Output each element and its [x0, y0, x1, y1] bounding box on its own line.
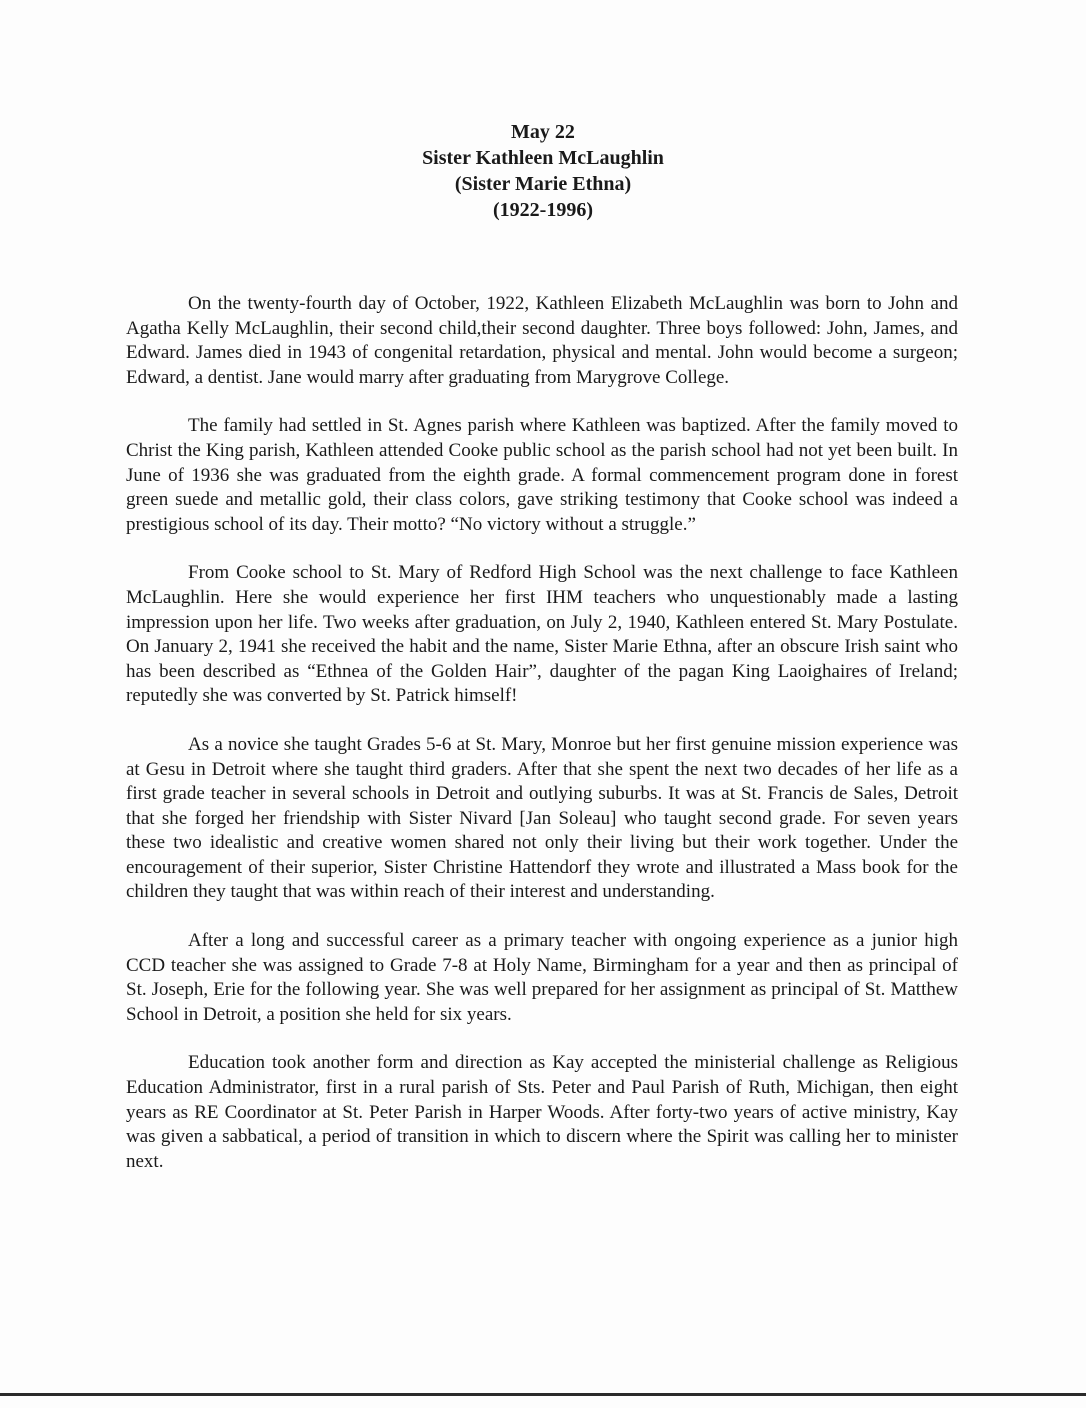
memorial-date: May 22 [511, 121, 575, 143]
sister-name: Sister Kathleen McLaughlin [422, 147, 664, 169]
religious-name: (Sister Marie Ethna) [454, 173, 632, 195]
paragraph-principal: After a long and successful career as a primary teacher with ongoing experience as a junior high CCD teacher she was assigned to Grade 7-8 at Holy Name, Birmingham for a year and then as principal of St. Joseph, Erie for the following year. She was well prepared for her assignment as principal of St. Matthew School in Detroit, a position she held for six years. [126, 930, 958, 1025]
paragraph-religious-education: Education took another form and direction as Kay accepted the ministerial challenge as Religious Education Administrator, first in a rural parish of Sts. Peter and Paul Parish of Ruth, Michigan, then eight years as RE Coordinator at St. Peter Parish in Harper Woods. After forty-two years of active ministry, Kay was given a sabbatical, a period of transition in which to discern where the Spirit was calling her to minister next. [126, 1052, 958, 1172]
document-body [126, 292, 958, 1198]
paragraph-birth: On the twenty-fourth day of October, 1922, Kathleen Elizabeth McLaughlin was born to John and Agatha Kelly McLaughlin, their second child,their second daughter. Three boys followed: John, James, and Edward. James died in 1943 of congenital retardation, physical and mental. John would become a surgeon; Edward, a dentist. Jane would marry after graduating from Marygrove College. [126, 293, 958, 388]
document-heading [0, 119, 1086, 223]
paragraph-childhood: The family had settled in St. Agnes parish where Kathleen was baptized. After the family moved to Christ the King parish, Kathleen attended Cooke public school as the parish school had not yet been built. In June of 1936 she was graduated from the eighth grade. A formal commencement program done in forest green suede and metallic gold, their class colors, gave striking testimony that Cooke school was indeed a prestigious school of its day. Their motto? “No victory without a struggle.” [126, 415, 958, 535]
scan-bottom-edge [0, 1393, 1086, 1396]
paragraph-early-ministry: As a novice she taught Grades 5-6 at St. Mary, Monroe but her first genuine mission experience was at Gesu in Detroit where she taught third graders. After that she spent the next two decades of her life as a first grade teacher in several schools in Detroit and outlying suburbs. It was at St. Francis de Sales, Detroit that she forged her friendship with Sister Nivard [Jan Soleau] who taught second grade. For seven years these two idealistic and creative women shared not only their living but their work together. Under the encouragement of their superior, Sister Christine Hattendorf they wrote and illustrated a Mass book for the children they taught that was within reach of their interest and understanding. [126, 733, 958, 903]
paragraph-high-school: From Cooke school to St. Mary of Redford High School was the next challenge to face Kathleen McLaughlin. Here she would experience her first IHM teachers who unquestionably made a lasting impression upon her life. Two weeks after graduation, on July 2, 1940, Kathleen entered St. Mary Postulate. On January 2, 1941 she received the habit and the name, Sister Marie Ethna, after an obscure Irish saint who has been described as “Ethnea of the Golden Hair”, daughter of the pagan King Laoighaires of Ireland; reputedly she was converted by St. Patrick himself! [126, 562, 958, 707]
life-years: (1922-1996) [493, 199, 593, 221]
